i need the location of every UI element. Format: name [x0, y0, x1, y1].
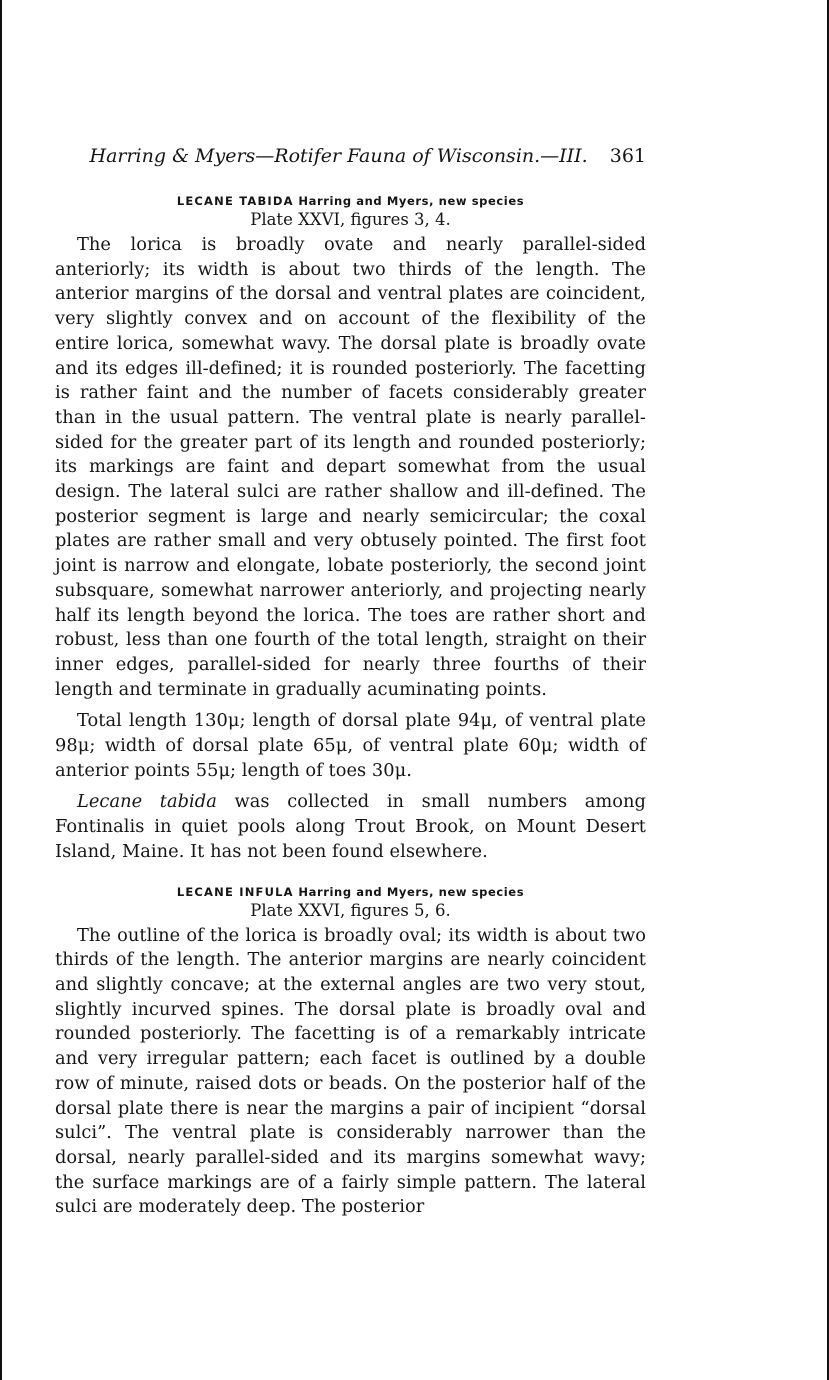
species-name: LECANE INFULA [176, 884, 294, 899]
occurrence-text: was collected in small numbers among Fontinalis in quiet pools along Trout Brook, on Mount Desert Island, Maine. It has not been found elsewhere. [55, 791, 646, 862]
species-binomial: Lecane tabida [77, 791, 217, 813]
running-header [55, 145, 646, 175]
species-heading-tabida [55, 193, 646, 209]
measurements-paragraph: Total length 130μ; length of dorsal plate 94μ, of ventral plate 98μ; width of dorsal plate 65μ, of ventral plate 60μ; width of anterior points 55μ; length of toes 30μ. [55, 710, 646, 781]
species-authority: Harring and Myers, new species [298, 884, 525, 899]
species-authority: Harring and Myers, new species [298, 194, 525, 208]
journal-page [55, 145, 646, 1227]
scan-border-left [0, 0, 2, 1380]
description-paragraph: The outline of the lorica is broadly oval; its width is about two thirds of the length. The anterior margins are nearly coincident and slightly concave; at the external angles are two very stout, slightly incurved spines. The dorsal plate is broadly oval and rounded posteriorly. The facetting is of a remarkably intricate and very irregular pattern; each facet is outlined by a double row of minute, raised dots or beads. On the posterior half of the dorsal plate there is near the margins a pair of incipient “dorsal sulci”. The ventral plate is considerably narrower than the dorsal, nearly parallel-sided and its margins somewhat wavy; the surface markings are of a fairly simple pattern. The lateral sulci are moderately deep. The posterior [55, 924, 646, 1218]
species-heading-infula [55, 884, 646, 900]
running-title: Harring & Myers—Rotifer Fauna of Wisconsin.—III. [89, 145, 588, 167]
occurrence-paragraph [55, 790, 646, 864]
species-name: LECANE TABIDA [176, 194, 294, 208]
plate-reference: Plate XXVI, figures 3, 4. [250, 210, 451, 229]
description-paragraph: The lorica is broadly ovate and nearly parallel-sided anteriorly; its width is about two thirds of the length. The anterior margins of the dorsal and ventral plates are coincident, very slightly convex and on account of the flexibility of the entire lorica, somewhat wavy. The dorsal plate is broadly ovate and its edges ill-defined; it is rounded posteriorly. The facetting is rather faint and the number of facets considerably greater than in the usual pattern. The ventral plate is nearly parallel-sided for the greater part of its length and rounded posteriorly; its markings are faint and depart somewhat from the usual design. The lateral sulci are rather shallow and ill-defined. The posterior segment is large and nearly semicircular; the coxal plates are rather small and very obtusely pointed. The first foot joint is narrow and elongate, lobate posteriorly, the second joint subsquare, somewhat narrower anteriorly, and projecting nearly half its length beyond the lorica. The toes are rather short and robust, less than one fourth of the total length, straight on their inner edges, parallel-sided for nearly three fourths of their length and terminate in gradually acuminating points. [55, 234, 646, 700]
page-number: 361 [609, 145, 646, 167]
plate-reference: Plate XXVI, figures 5, 6. [250, 900, 451, 920]
